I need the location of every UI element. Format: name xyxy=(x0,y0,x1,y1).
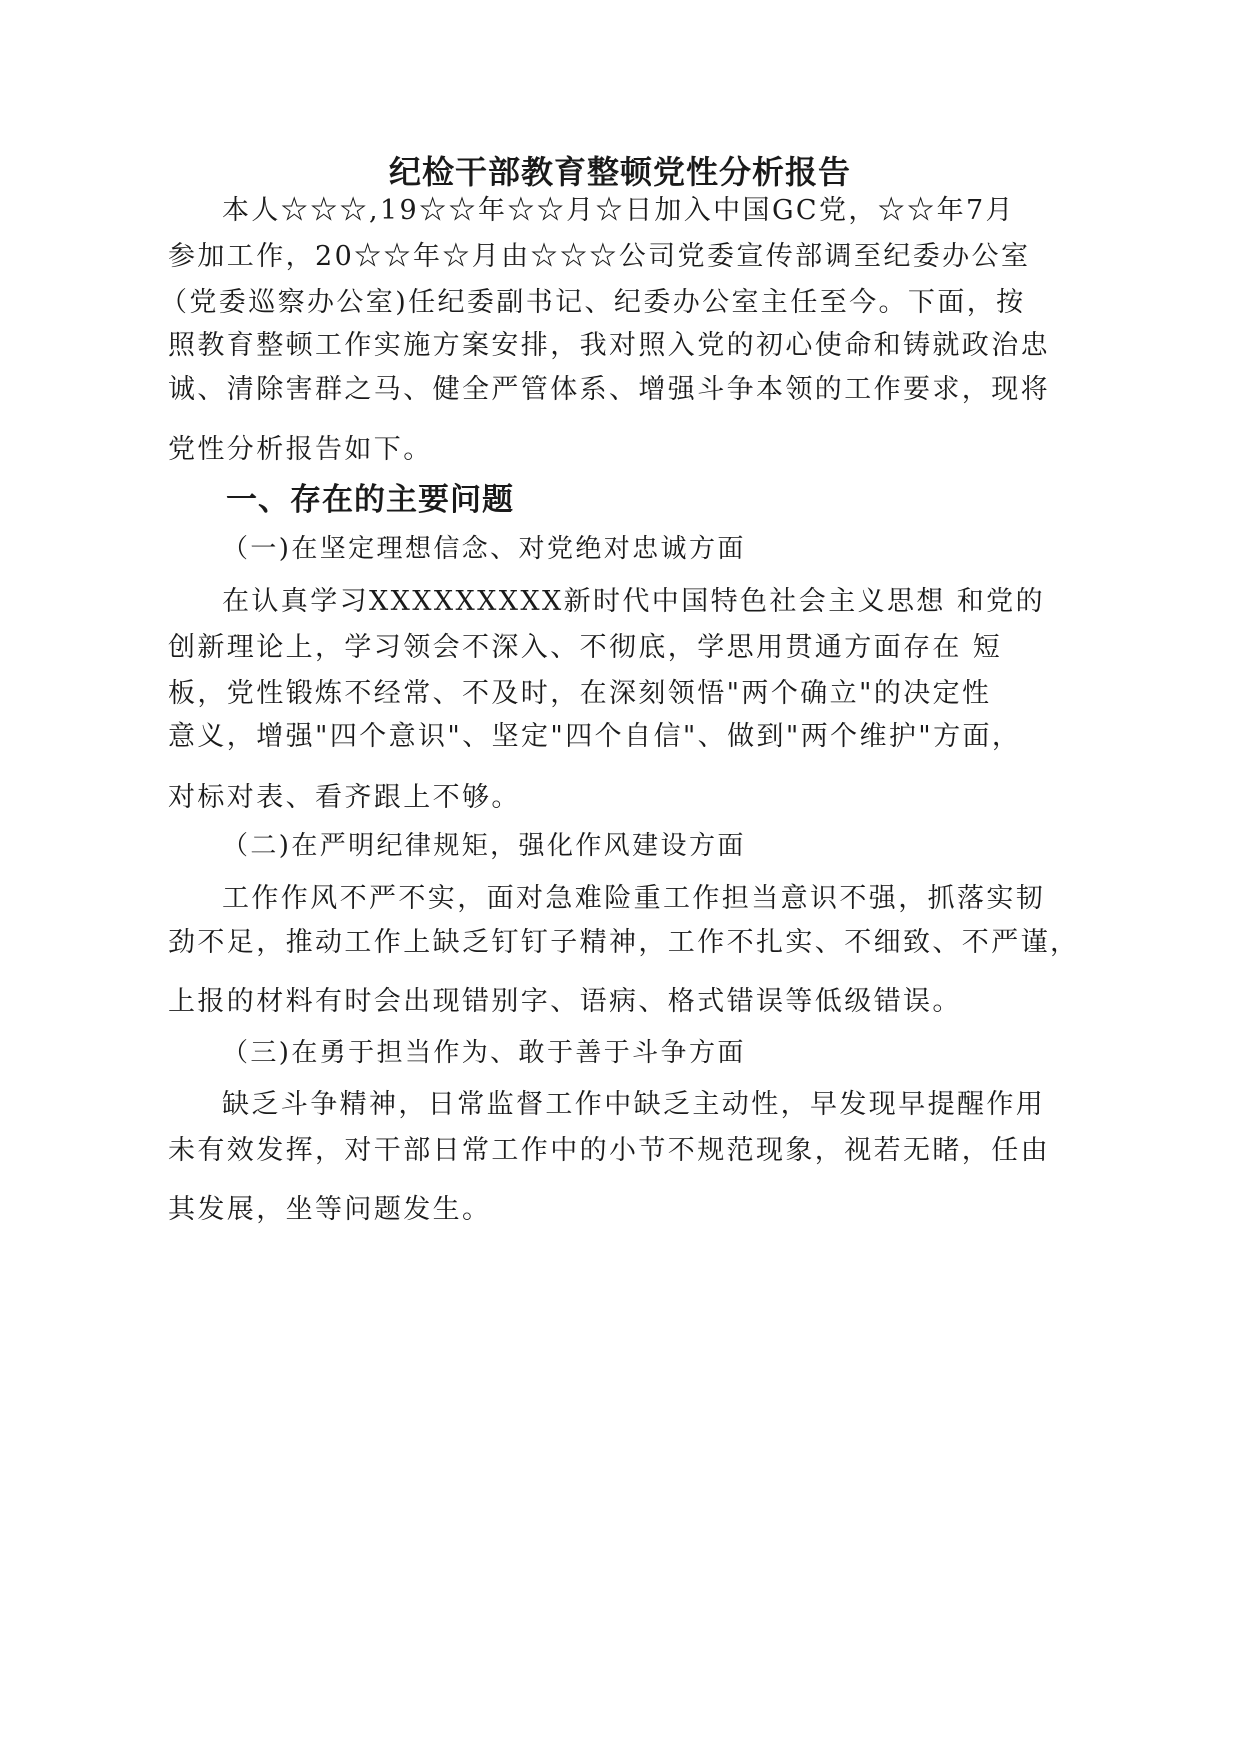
body-line: 缺乏斗争精神，日常监督工作中缺乏主动性，早发现早提醒作用 xyxy=(222,1089,1046,1120)
body-line: 上报的材料有时会出现错别字、语病、格式错误等低级错误。 xyxy=(168,986,962,1017)
intro-line: 党性分析报告如下。 xyxy=(168,434,433,465)
subsection-heading: （二)在严明纪律规矩，强化作风建设方面 xyxy=(222,831,746,861)
body-line: 对标对表、看齐跟上不够。 xyxy=(168,782,521,813)
intro-line: （党委巡察办公室)任纪委副书记、纪委办公室主任至今。下面，按 xyxy=(160,287,1026,318)
body-line: 未有效发挥，对干部日常工作中的小节不规范现象，视若无睹，任由 xyxy=(168,1135,1050,1166)
body-line: 意义，增强"四个意识"、坚定"四个自信"、做到"两个维护"方面， xyxy=(168,721,1022,752)
intro-line: 诚、清除害群之马、健全严管体系、增强斗争本领的工作要求，现将 xyxy=(168,374,1050,405)
body-line: 劲不足，推动工作上缺乏钉钉子精神，工作不扎实、不细致、不严谨， xyxy=(168,927,1080,958)
intro-line: 照教育整顿工作实施方案安排，我对照入党的初心使命和铸就政治忠 xyxy=(168,330,1050,361)
intro-line: 本人☆☆☆,19☆☆年☆☆月☆日加入中国GC党，☆☆年7月 xyxy=(222,195,1015,226)
body-line: 其发展，坐等问题发生。 xyxy=(168,1194,492,1225)
body-line: 在认真学习XXXXXXXXX新时代中国特色社会主义思想 和党的 xyxy=(222,586,1045,617)
body-line: 工作作风不严不实，面对急难险重工作担当意识不强，抓落实韧 xyxy=(222,883,1046,914)
section-heading: 一、存在的主要问题 xyxy=(226,482,514,518)
subsection-heading: （一)在坚定理想信念、对党绝对忠诚方面 xyxy=(222,534,746,564)
subsection-heading: （三)在勇于担当作为、敢于善于斗争方面 xyxy=(222,1038,746,1068)
body-line: 创新理论上，学习领会不深入、不彻底，学思用贯通方面存在 短 xyxy=(168,632,1003,663)
body-line: 板，党性锻炼不经常、不及时，在深刻领悟"两个确立"的决定性 xyxy=(168,678,992,709)
document-title: 纪检干部教育整顿党性分析报告 xyxy=(388,153,851,191)
intro-line: 参加工作，20☆☆年☆月由☆☆☆公司党委宣传部调至纪委办公室 xyxy=(168,241,1031,272)
